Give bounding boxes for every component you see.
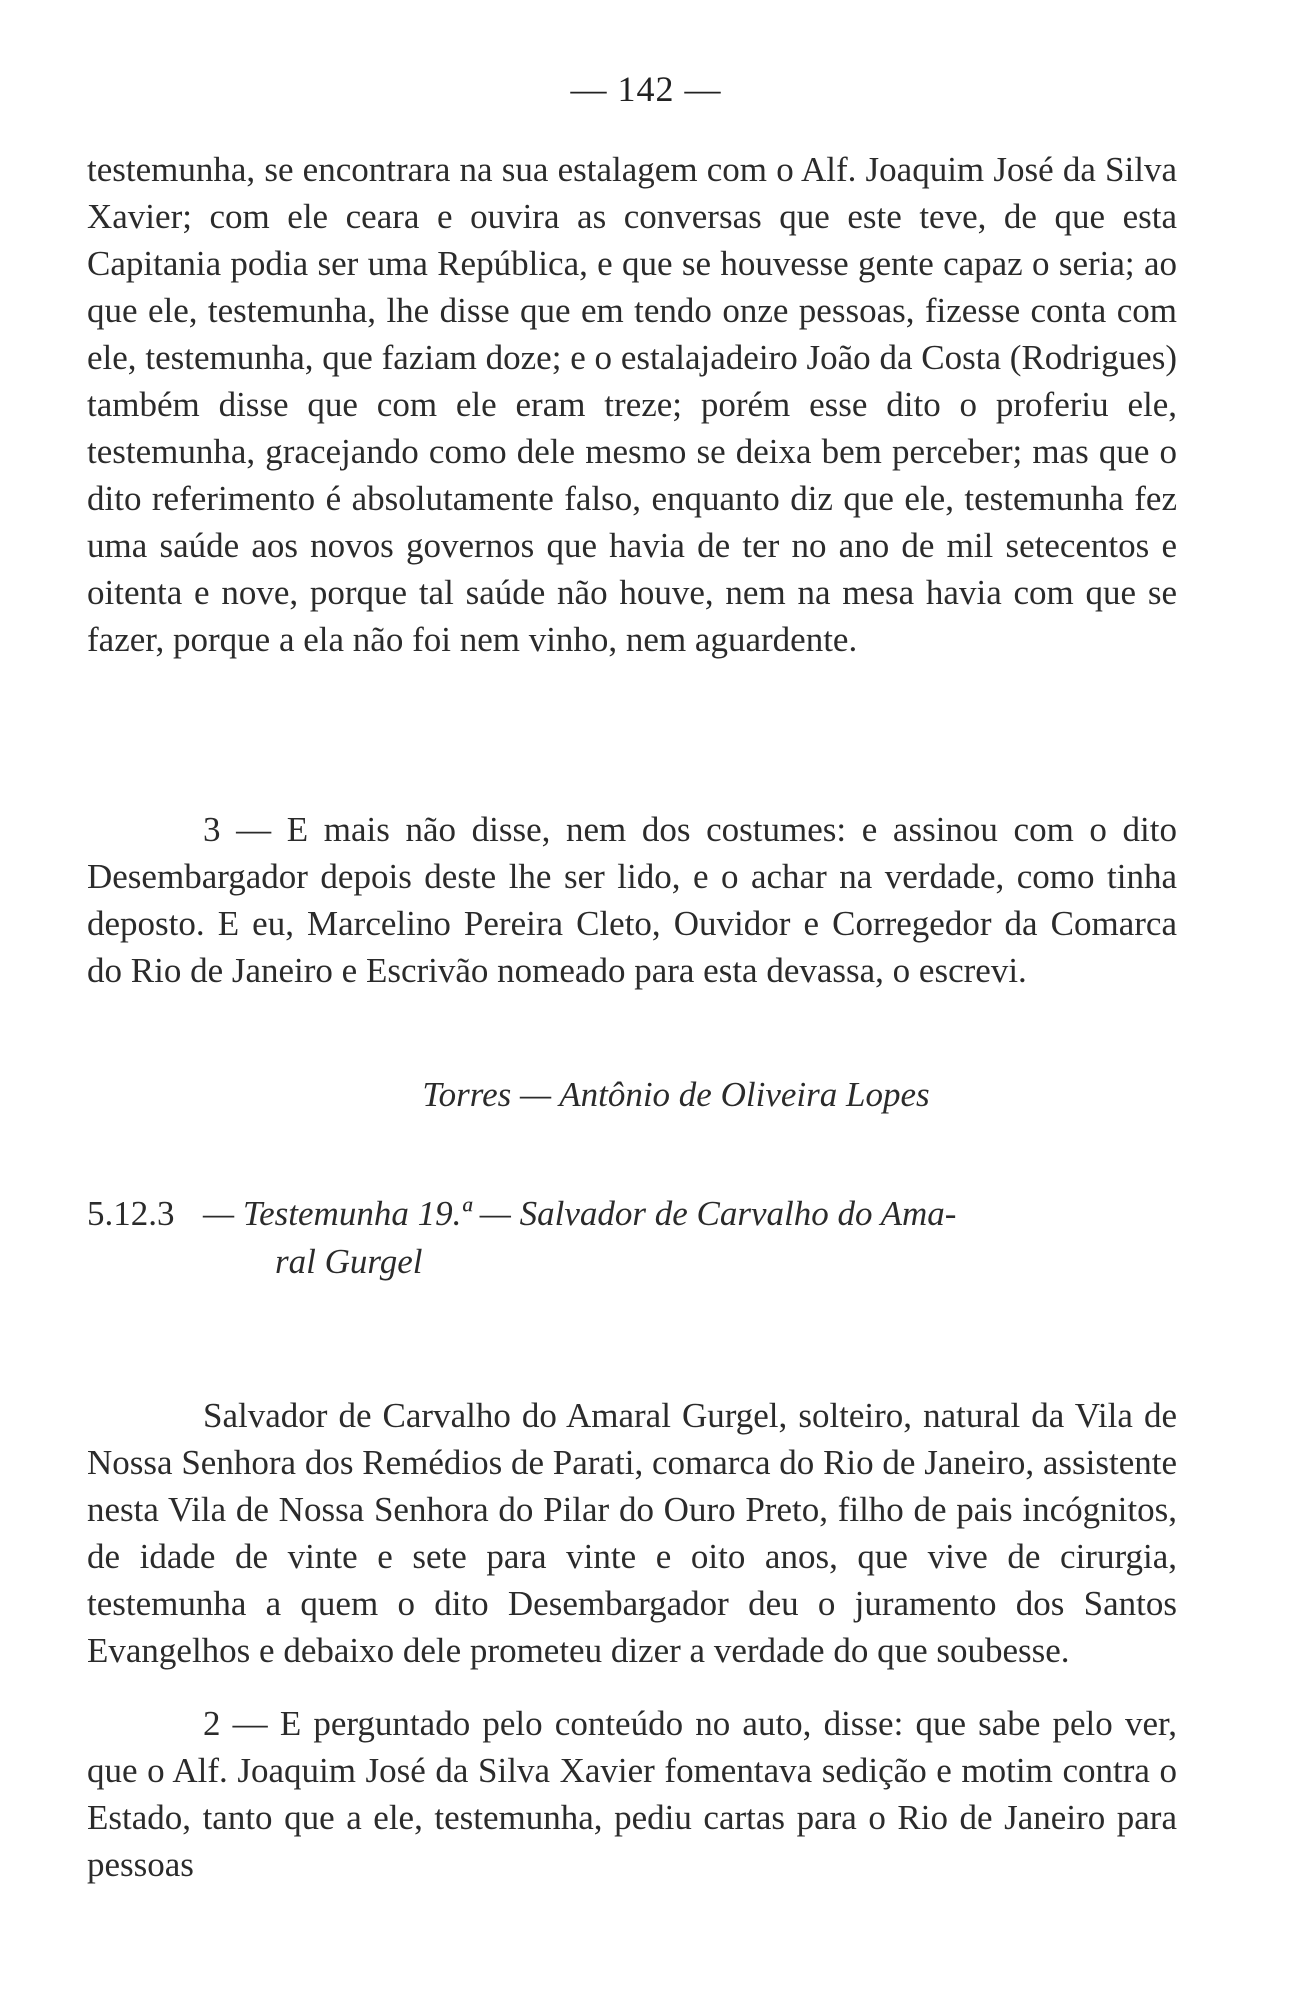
section-number: 5.12.3 (87, 1194, 175, 1233)
section-title: — Testemunha 19.ª — Salvador de Carvalho do Ama- (203, 1194, 957, 1233)
paragraph-witness-answer (87, 1700, 1177, 1888)
signature-line: Torres — Antônio de Oliveira Lopes (422, 1075, 930, 1114)
paragraph-text: 2 — E perguntado pelo conteúdo no auto, disse: que sabe pelo ver, que o Alf. Joaquim José da Silva Xavier fomentava sedição e motim contra o Estado, tanto que a ele, testemunha, pediu cartas para o Rio de Janeiro para pessoas (87, 1704, 1177, 1884)
section-title-continuation: ral Gurgel (275, 1242, 423, 1281)
paragraph-testimony-continuation (87, 146, 1177, 663)
paragraph-text: Salvador de Carvalho do Amaral Gurgel, solteiro, natural da Vila de Nossa Senhora dos Remédios de Parati, comarca do Rio de Janeiro, assistente nesta Vila de Nossa Senhora do Pilar do Ouro Preto, filho de pais incógnitos, de idade de vinte e sete para vinte e oito anos, que vive de cirurgia, testemunha a quem o dito Desembargador deu o juramento dos Santos Evangelhos e debaixo dele prometeu dizer a verdade do que soubesse. (87, 1396, 1177, 1670)
page-number: — 142 — (570, 69, 722, 109)
paragraph-closing-statement (87, 806, 1177, 994)
paragraph-witness-identification (87, 1392, 1177, 1674)
paragraph-text: testemunha, se encontrara na sua estalagem com o Alf. Joaquim José da Silva Xavier; com ele ceara e ouvira as conversas que este teve, de que esta Capitania podia ser uma República, e que se houvesse gente capaz o seria; ao que ele, testemunha, lhe disse que em tendo onze pessoas, fizesse conta com ele, testemunha, que faziam doze; e o estalajadeiro João da Costa (Rodrigues) também disse que com ele eram treze; porém esse dito o proferiu ele, testemunha, gracejando como dele mesmo se deixa bem perceber; mas que o dito referimento é absolutamente falso, enquanto diz que ele, testemunha fez uma saúde aos novos governos que havia de ter no ano de mil setecentos e oitenta e nove, porque tal saúde não houve, nem na mesa havia com que se fazer, porque a ela não foi nem vinho, nem aguardente. (87, 150, 1177, 659)
paragraph-text: 3 — E mais não disse, nem dos costumes: e assinou com o dito Desembargador depois deste lhe ser lido, e o achar na verdade, como tinha deposto. E eu, Marcelino Pereira Cleto, Ouvidor e Corregedor da Comarca do Rio de Janeiro e Escrivão nomeado para esta devassa, o escrevi. (87, 810, 1177, 990)
section-heading (87, 1190, 1177, 1286)
